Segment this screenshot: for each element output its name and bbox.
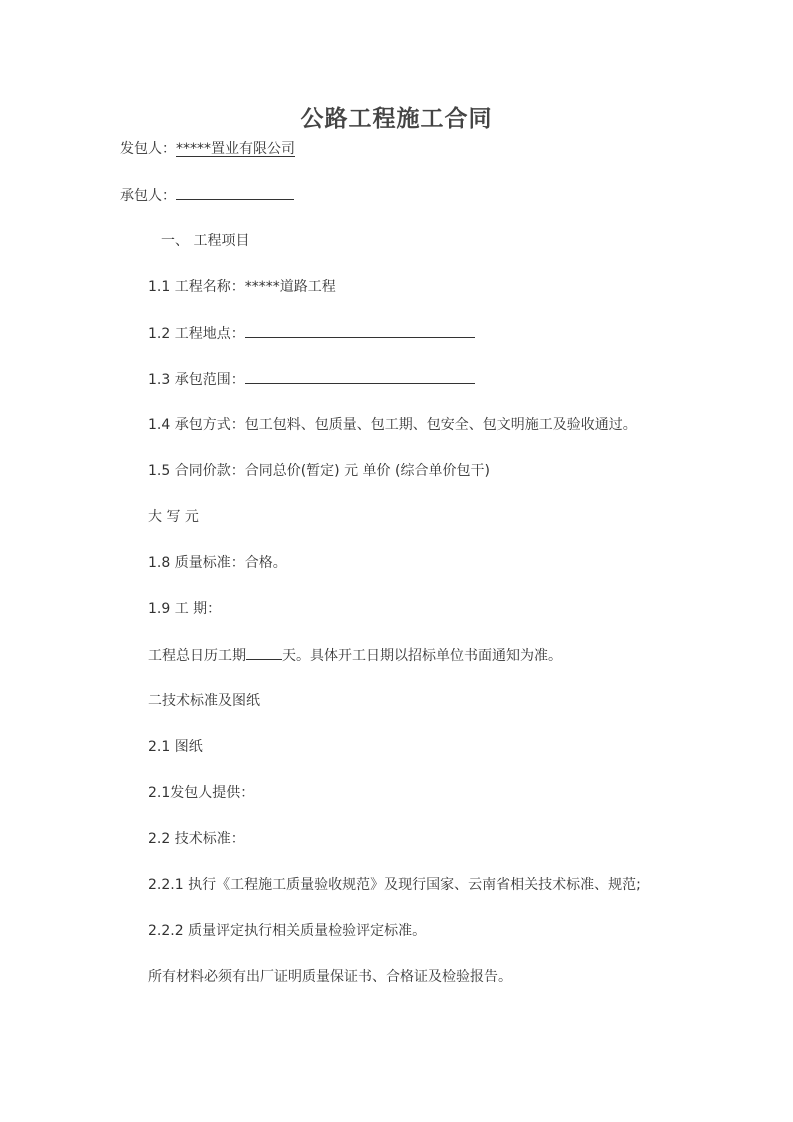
duration-suffix: 天。具体开工日期以招标单位书面通知为准。	[282, 648, 562, 664]
item-1-1: 1.1 工程名称：*****道路工程	[148, 279, 336, 295]
duration-blank	[246, 645, 282, 660]
item-2-1: 2.1 图纸	[148, 739, 203, 755]
item-1-2-label: 1.2 工程地点：	[148, 326, 245, 342]
item-1-4: 1.4 承包方式：包工包料、包质量、包工期、包安全、包文明施工及验收通过。	[148, 417, 637, 433]
section2-heading: 二技术标准及图纸	[148, 693, 260, 709]
item-1-3	[148, 369, 475, 390]
item-1-3-label: 1.3 承包范围：	[148, 372, 245, 388]
item-2-2-2: 2.2.2 质量评定执行相关质量检验评定标准。	[148, 923, 427, 939]
duration-line	[148, 645, 562, 666]
item-2-1b: 2.1发包人提供：	[148, 785, 255, 801]
item-2-2-1: 2.2.1 执行《工程施工质量验收规范》及现行国家、云南省相关技术标准、规范;	[148, 877, 641, 893]
contractor-label: 承包人：	[120, 188, 176, 204]
item-2-2: 2.2 技术标准：	[148, 831, 245, 847]
section1-heading: 一、 工程项目	[161, 233, 250, 249]
item-1-5: 1.5 合同价款：合同总价(暂定) 元 单价 (综合单价包干)	[148, 463, 490, 479]
item-1-2	[148, 323, 475, 344]
item-1-9: 1.9 工 期：	[148, 601, 222, 617]
employer-label: 发包人：	[120, 141, 176, 157]
item-1-8: 1.8 质量标准：合格。	[148, 555, 287, 571]
contractor-blank	[176, 185, 294, 200]
document-title: 公路工程施工合同	[300, 105, 493, 132]
contractor-line	[120, 185, 294, 206]
employer-line	[120, 139, 295, 159]
location-blank	[245, 323, 475, 338]
scope-blank	[245, 369, 475, 384]
amount-in-words: 大 写 元	[148, 509, 199, 525]
materials-note: 所有材料必须有出厂证明质量保证书、合格证及检验报告。	[148, 969, 512, 985]
employer-value: *****置业有限公司	[176, 141, 295, 157]
duration-prefix: 工程总日历工期	[148, 648, 246, 664]
